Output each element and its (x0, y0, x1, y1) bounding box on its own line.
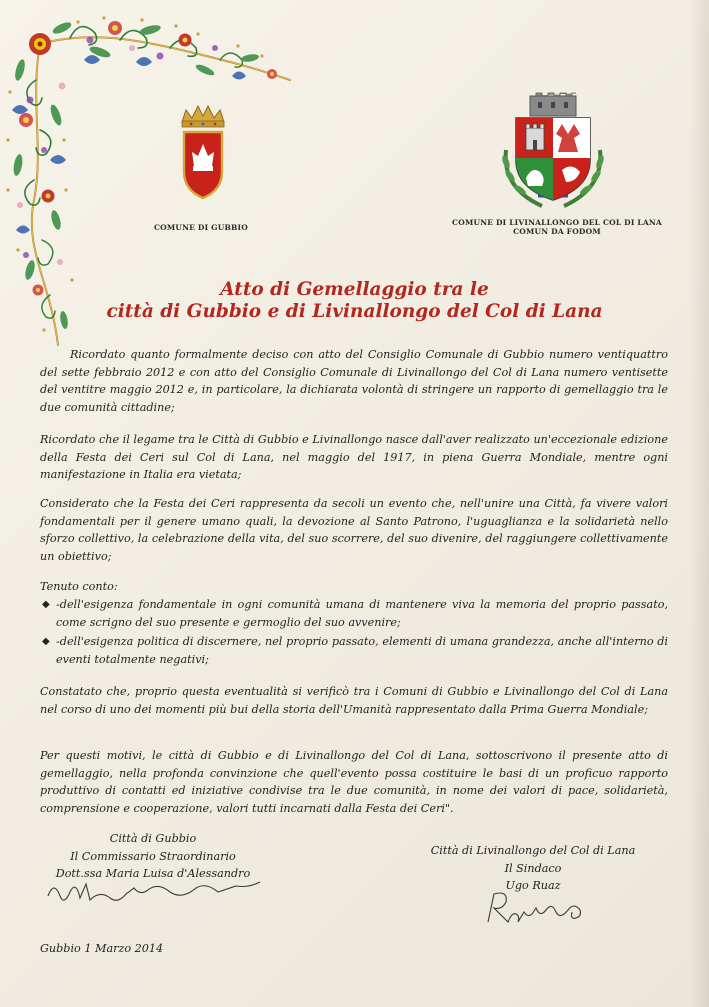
gubbio-caption: COMUNE DI GUBBIO (153, 223, 249, 232)
paragraph-per-questi-motivi: Per questi motivi, le città di Gubbio e di Livinallongo del Col di Lana, sottoscrivono il presente atto di gemellaggio, nella profonda convinzione che quell'evento possa costituire le basi di un proficuo rapporto produttivo di contatti ed iniziative condivise tra le due comunità, in nome dei valori di pace, solidarietà, comprensione e cooperazione, valori tutti incarnati dalla Festa dei Ceri". (40, 749, 668, 815)
document-date: Gubbio 1 Marzo 2014 (40, 942, 164, 955)
paragraph-considerato: Considerato che la Festa dei Ceri rappresenta da secoli un evento che, nell'unire una Città, fa vivere valori fondamentali per il genere umano quali, la devozione al Santo Patrono, l'uguaglianza e la solidarietà nello sforzo collettivo, la celebrazione della vita, del suo scorrere, del suo divenire, del raggiungere collettivamente un obiettivo; (40, 497, 668, 563)
signature-role: Il Sindaco (504, 861, 562, 875)
livinallongo-coat-of-arms-icon (492, 92, 614, 214)
signature-block-gubbio (28, 830, 278, 883)
signature-block-livinallongo (388, 842, 678, 895)
paragraph-constatato: Constatato che, proprio questa eventualità si verificò tra i Comuni di Gubbio e Livinallongo del Col di Lana nel corso di uno dei momenti più bui della storia dell'Umanità rappresentato dalla Prima Guerra Mondiale; (40, 685, 668, 716)
list-item (42, 596, 668, 631)
paragraph-ricordato-2: Ricordato che il legame tra le Città di Gubbio e Livinallongo nasce dall'aver realizzato un'eccezionale edizione della Festa dei Ceri sul Col di Lana, nel maggio del 1917, in piena Guerra Mondiale, mentre ogni manifestazione in Italia era vietata; (40, 433, 668, 481)
handwritten-signature-left-icon (44, 876, 274, 910)
document-title-line1: Atto di Gemellaggio tra le (220, 279, 489, 300)
signature-role: Il Commissario Straordinario (70, 849, 236, 863)
paragraph-ricordato-1: Ricordato quanto formalmente deciso con atto del Consiglio Comunale di Gubbio numero ventiquattro del sette febbraio 2012 e con atto del Consiglio Comunale di Livinallongo del Col di Lana numero ventisette del ventitre maggio 2012 e, in particolare, la dichiarata volontà di stringere un rapporto di gemellaggio tra le due comunità cittadine; (40, 348, 668, 414)
diamond-bullet-icon: ◆ (42, 636, 50, 647)
list-item-text: -dell'esigenza politica di discernere, nel proprio passato, elementi di umana grandezza, anche all'interno di eventi totalmente negativi; (56, 635, 668, 666)
livinallongo-caption-line2: COMUN DA FODOM (513, 227, 601, 236)
signature-city: Città di Livinallongo del Col di Lana (430, 844, 636, 857)
paragraph-tenuto-conto: Tenuto conto: (40, 580, 118, 593)
signature-name: Dott.ssa Maria Luisa d'Alessandro (55, 867, 251, 880)
handwritten-signature-right-icon (484, 888, 594, 928)
diamond-bullet-icon: ◆ (42, 599, 50, 610)
list-item-text: -dell'esigenza fondamentale in ogni comunità umana di mantenere viva la memoria del proprio passato, come scrigno del suo presente e germoglio del suo avvenire; (56, 598, 668, 629)
list-item (42, 633, 668, 668)
livinallongo-caption (448, 218, 666, 236)
signature-city: Città di Gubbio (109, 832, 197, 845)
gubbio-coat-of-arms-icon (176, 102, 230, 214)
signature-name: Ugo Ruaz (505, 879, 561, 892)
document-title-line2: città di Gubbio e di Livinallongo del Col di Lana (106, 301, 603, 322)
livinallongo-caption-line1: COMUNE DI LIVINALLONGO DEL COL DI LANA (452, 218, 662, 227)
